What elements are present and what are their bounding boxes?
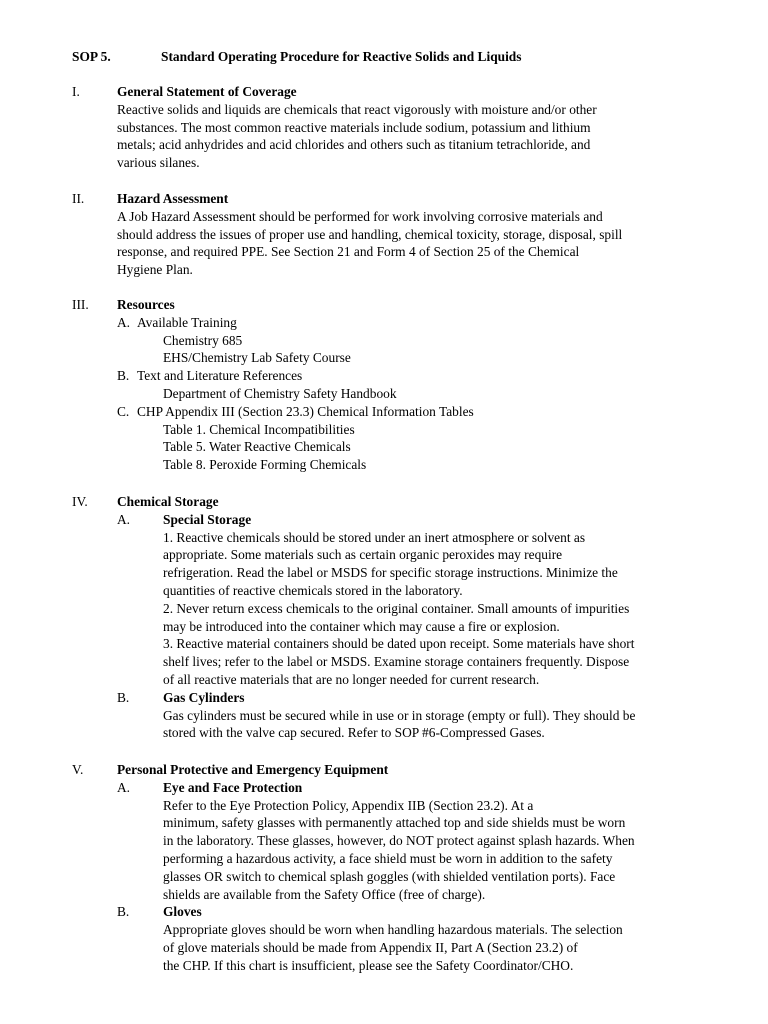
sop-number: SOP 5. bbox=[72, 49, 111, 64]
section-number: V. bbox=[72, 762, 84, 777]
paragraph-line: glasses OR switch to chemical splash goggles (with shielded ventilation ports). Face bbox=[163, 868, 616, 884]
list-item: Department of Chemistry Safety Handbook bbox=[163, 385, 397, 401]
resource-c bbox=[117, 403, 712, 421]
sub-heading: Text and Literature References bbox=[137, 368, 303, 384]
sub-letter: C. bbox=[117, 403, 130, 419]
paragraph-line: shelf lives; refer to the label or MSDS. Examine storage containers frequently. Dispose bbox=[163, 654, 630, 670]
section-number: III. bbox=[72, 297, 89, 312]
list-item: EHS/Chemistry Lab Safety Course bbox=[163, 350, 351, 366]
paragraph-line: minimum, safety glasses with permanently attached top and side shields must be worn bbox=[163, 815, 626, 831]
sub-letter: A. bbox=[117, 314, 131, 330]
paragraph-line: Appropriate gloves should be worn when handling hazardous materials. The selection bbox=[163, 922, 623, 938]
paragraph-line: 2. Never return excess chemicals to the original container. Small amounts of impurities bbox=[163, 600, 630, 616]
section-heading: Hazard Assessment bbox=[117, 191, 229, 206]
paragraph-line: of all reactive materials that are no longer needed for current research. bbox=[163, 671, 540, 687]
sub-letter: B. bbox=[117, 368, 130, 384]
sub-letter: B. bbox=[117, 904, 130, 920]
section-number: I. bbox=[72, 84, 80, 99]
paragraph-line: metals; acid anhydrides and acid chlorides and others such as titanium tetrachloride, and bbox=[117, 137, 591, 153]
paragraph-line: may be introduced into the container which may cause a fire or explosion. bbox=[163, 618, 560, 634]
paragraph-line: 1. Reactive chemicals should be stored under an inert atmosphere or solvent as bbox=[163, 529, 586, 545]
sub-letter: A. bbox=[117, 779, 131, 795]
paragraph-line: shields are available from the Safety Office (free of charge). bbox=[163, 886, 486, 902]
section-number: IV. bbox=[72, 494, 88, 509]
resource-b bbox=[117, 367, 712, 385]
paragraph-line: substances. The most common reactive materials include sodium, potassium and lithium bbox=[117, 119, 591, 135]
eye-face-protection bbox=[117, 779, 712, 904]
list-item: Table 1. Chemical Incompatibilities bbox=[163, 421, 355, 437]
special-storage bbox=[117, 511, 712, 689]
paragraph-line: stored with the valve cap secured. Refer to SOP #6-Compressed Gases. bbox=[163, 725, 545, 741]
paragraph-line: Refer to the Eye Protection Policy, Appendix IIB (Section 23.2). At a bbox=[163, 797, 534, 813]
section-number: II. bbox=[72, 191, 85, 206]
paragraph-line: Gas cylinders must be secured while in use or in storage (empty or full). They should be bbox=[163, 707, 636, 723]
sop-title: Standard Operating Procedure for Reactive Solids and Liquids bbox=[161, 49, 522, 64]
section-heading: Personal Protective and Emergency Equipment bbox=[117, 762, 389, 777]
gas-cylinders bbox=[117, 689, 712, 742]
sub-heading: Special Storage bbox=[163, 511, 252, 527]
sub-letter: A. bbox=[117, 511, 131, 527]
list-item: Table 5. Water Reactive Chemicals bbox=[163, 439, 351, 455]
paragraph-line: the CHP. If this chart is insufficient, please see the Safety Coordinator/CHO. bbox=[163, 957, 574, 973]
resource-a bbox=[117, 314, 712, 332]
paragraph-line: should address the issues of proper use and handling, chemical toxicity, storage, disposal, spill bbox=[117, 226, 623, 242]
sub-heading: Gloves bbox=[163, 904, 202, 920]
sub-heading: Eye and Face Protection bbox=[163, 779, 303, 795]
gloves bbox=[117, 903, 712, 974]
sub-heading: Available Training bbox=[137, 314, 237, 330]
paragraph-line: performing a hazardous activity, a face shield must be worn in addition to the safety bbox=[163, 850, 613, 866]
paragraph-line: Hygiene Plan. bbox=[117, 262, 193, 278]
paragraph-line: quantities of reactive chemicals stored in the laboratory. bbox=[163, 582, 463, 598]
paragraph-line: 3. Reactive material containers should be dated upon receipt. Some materials have short bbox=[163, 636, 635, 652]
section-heading: Chemical Storage bbox=[117, 494, 219, 509]
list-item: Chemistry 685 bbox=[163, 332, 243, 348]
sub-heading: CHP Appendix III (Section 23.3) Chemical Information Tables bbox=[137, 403, 474, 419]
paragraph-line: refrigeration. Read the label or MSDS for specific storage instructions. Minimize the bbox=[163, 565, 618, 581]
paragraph-line: response, and required PPE. See Section 21 and Form 4 of Section 25 of the Chemical bbox=[117, 244, 580, 260]
section-heading: General Statement of Coverage bbox=[117, 84, 297, 99]
paragraph-line: various silanes. bbox=[117, 155, 200, 171]
list-item: Table 8. Peroxide Forming Chemicals bbox=[163, 457, 367, 473]
paragraph-line: of glove materials should be made from Appendix II, Part A (Section 23.2) of bbox=[163, 939, 578, 955]
sub-heading: Gas Cylinders bbox=[163, 689, 245, 705]
paragraph-line: Reactive solids and liquids are chemicals that react vigorously with moisture and/or other bbox=[117, 101, 597, 117]
paragraph-line: appropriate. Some materials such as certain organic peroxides may require bbox=[163, 547, 563, 563]
paragraph-line: in the laboratory. These glasses, however, do NOT protect against splash hazards. When bbox=[163, 833, 635, 849]
sub-letter: B. bbox=[117, 689, 130, 705]
paragraph-line: A Job Hazard Assessment should be performed for work involving corrosive materials and bbox=[117, 208, 603, 224]
section-heading: Resources bbox=[117, 297, 175, 312]
